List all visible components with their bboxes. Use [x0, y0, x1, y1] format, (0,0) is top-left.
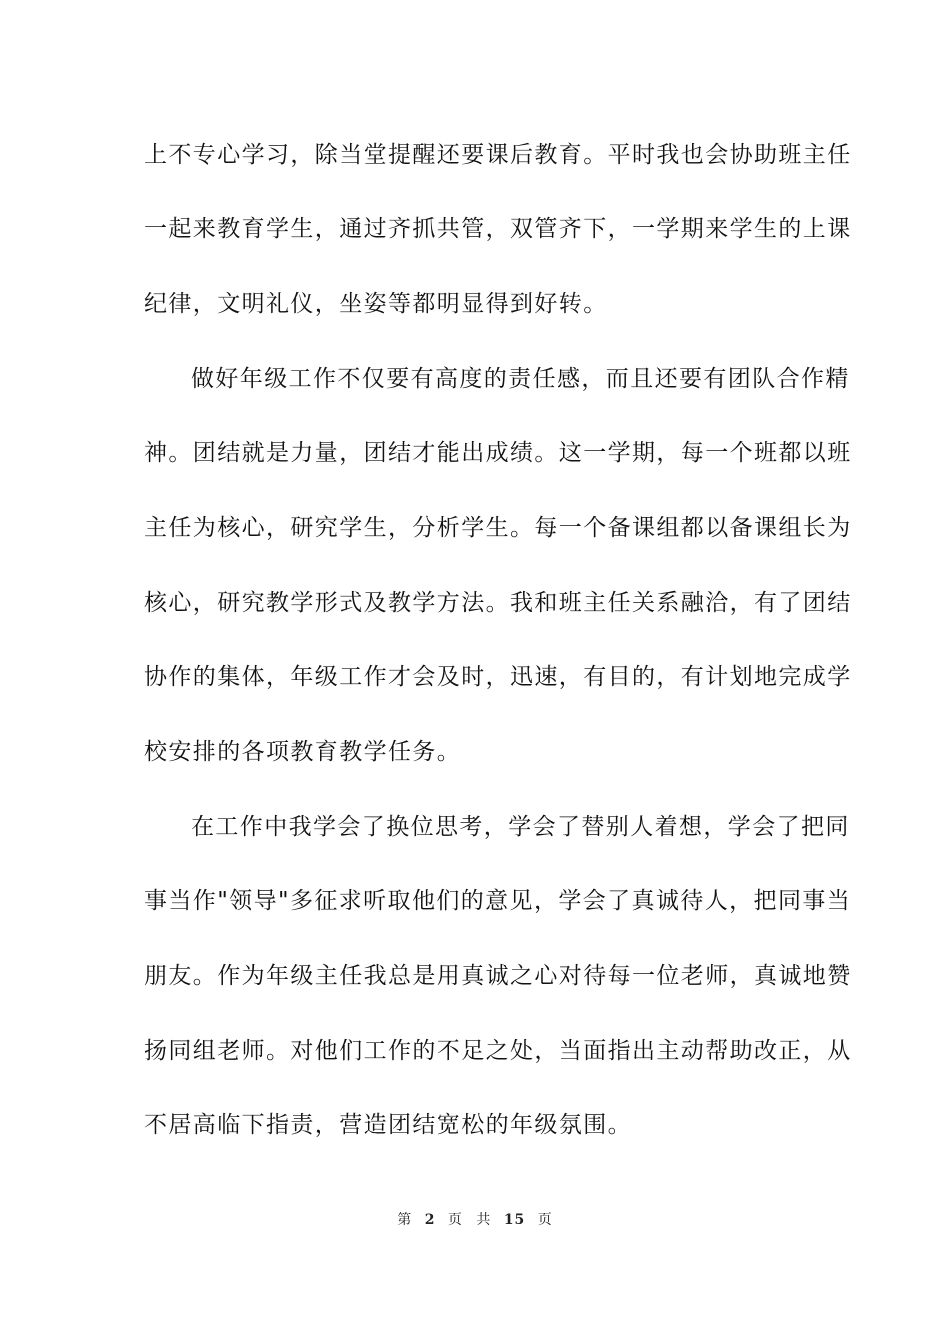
footer-di: 第	[397, 1212, 413, 1228]
footer-gong: 共	[476, 1212, 492, 1228]
page-footer	[0, 1209, 950, 1229]
text-line: 一起来教育学生，通过齐抓共管，双管齐下，一学期来学生的上课	[144, 216, 852, 242]
text-line: 事当作"领导"多征求听取他们的意见，学会了真诚待人，把同事当	[144, 888, 852, 914]
paragraph-first-line: 在工作中我学会了换位思考，学会了替别人着想，学会了把同	[191, 814, 850, 840]
text-line: 校安排的各项教育教学任务。	[144, 739, 462, 765]
current-page-number: 2	[424, 1212, 436, 1228]
footer-ye: 页	[537, 1212, 553, 1228]
text-line: 主任为核心，研究学生，分析学生。每一个备课组都以备课组长为	[144, 515, 852, 541]
footer-ye: 页	[447, 1212, 463, 1228]
text-line: 协作的集体，年级工作才会及时，迅速，有目的，有计划地完成学	[144, 664, 852, 690]
paragraph-first-line: 做好年级工作不仅要有高度的责任感，而且还要有团队合作精	[191, 366, 850, 392]
text-line: 扬同组老师。对他们工作的不足之处，当面指出主动帮助改正，从	[144, 1038, 852, 1064]
text-line: 核心，研究教学形式及教学方法。我和班主任关系融洽，有了团结	[144, 590, 852, 616]
text-line: 朋友。作为年级主任我总是用真诚之心对待每一位老师，真诚地赞	[144, 963, 852, 989]
text-line: 纪律，文明礼仪，坐姿等都明显得到好转。	[144, 291, 608, 317]
text-line: 上不专心学习，除当堂提醒还要课后教育。平时我也会协助班主任	[144, 142, 852, 168]
total-page-count: 15	[503, 1212, 526, 1228]
text-line: 不居高临下指责，营造团结宽松的年级氛围。	[144, 1112, 632, 1138]
text-line: 神。团结就是力量，团结才能出成绩。这一学期，每一个班都以班	[144, 440, 852, 466]
